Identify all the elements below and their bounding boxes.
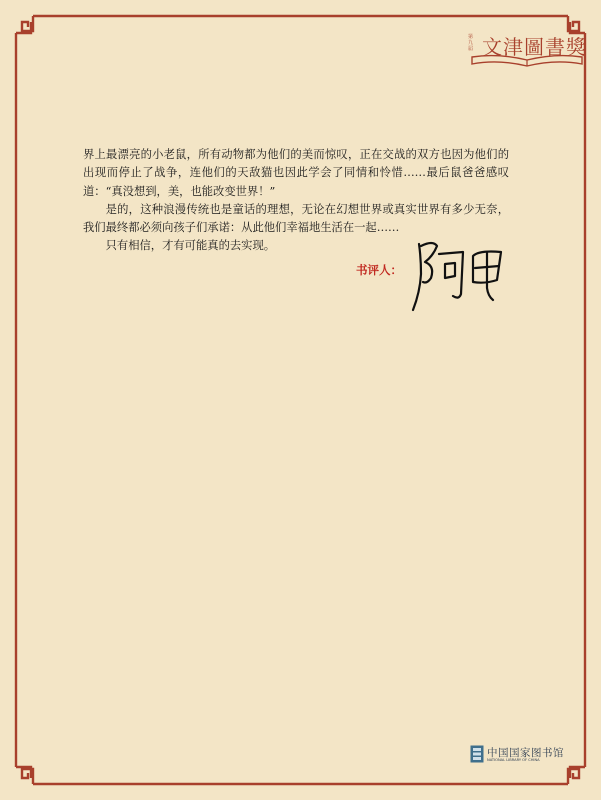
award-edition: 第九届 [468,34,474,52]
library-name-cn: 中国国家图书馆 [487,747,564,759]
open-book-icon [468,54,586,68]
award-logo [468,30,586,70]
reviewer-signature [405,238,515,318]
review-paragraph: 界上最漂亮的小老鼠，所有动物都为他们的美而惊叹，正在交战的双方也因为他们的出现而停止了战争，连他们的天敌猫也因此学会了同情和怜惜……最后鼠爸爸感叹道：“真没想到，美，也能改变世界！” [83,148,509,198]
library-name-en: NATIONAL LIBRARY OF CHINA [487,758,540,762]
library-logo [470,745,562,765]
reviewer-label: 书评人： [356,263,402,277]
review-paragraph: 是的，这种浪漫传统也是童话的理想，无论在幻想世界或真实世界有多少无奈，我们最终都必须向孩子们承诺：从此他们幸福地生活在一起…… [83,202,509,235]
review-paragraph: 只有相信，才有可能真的去实现。 [105,239,276,253]
library-emblem-icon [470,745,484,763]
award-title: 文津圖書獎 [482,35,587,59]
